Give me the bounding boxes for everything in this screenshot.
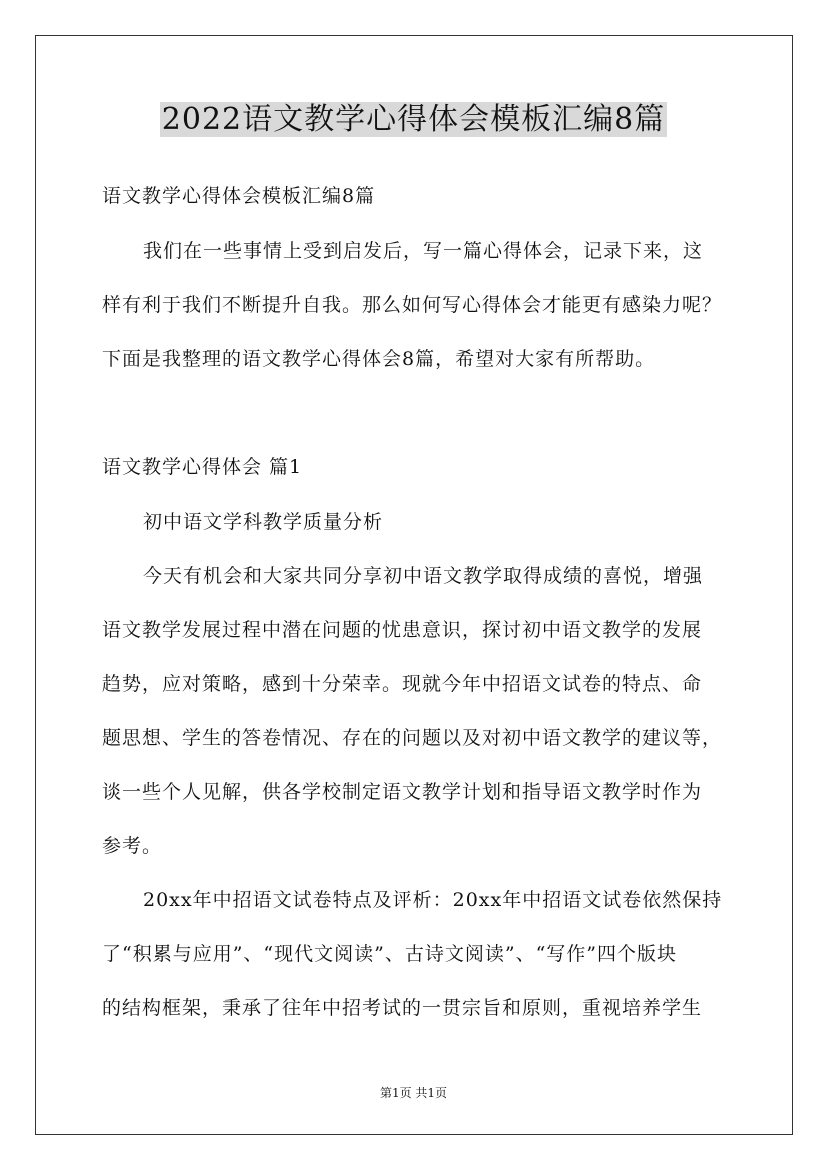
- section-subheading: 初中语文学科教学质量分析: [143, 511, 384, 533]
- para2-line-3: 的结构框架，秉承了往年中招考试的一贯宗旨和原则，重视培养学生: [102, 997, 703, 1019]
- para1-line-2: 语文教学发展过程中潜在问题的忧患意识，探讨初中语文教学的发展: [102, 619, 703, 641]
- para1-line-5: 谈一些个人见解，供各学校制定语文教学计划和指导语文教学时作为: [102, 781, 703, 803]
- intro-line-3: 下面是我整理的语文教学心得体会8篇，希望对大家有所帮助。: [102, 348, 656, 370]
- para2-line-1: 20xx年中招语文试卷特点及评析：20xx年中招语文试卷依然保持: [143, 889, 723, 911]
- para1-line-1: 今天有机会和大家共同分享初中语文教学取得成绩的喜悦，增强: [143, 565, 704, 587]
- intro-line-1: 我们在一些事情上受到启发后，写一篇心得体会，记录下来，这: [143, 240, 704, 262]
- para1-line-6: 参考。: [102, 835, 163, 857]
- para1-line-4: 题思想、学生的答卷情况、存在的问题以及对初中语文教学的建议等，: [102, 727, 723, 749]
- document-title: 2022语文教学心得体会模板汇编8篇: [161, 102, 666, 137]
- para1-line-3: 趋势，应对策略，感到十分荣幸。现就今年中招语文试卷的特点、命: [102, 673, 703, 695]
- document-title-wrap: [0, 98, 827, 142]
- section-heading: 语文教学心得体会 篇1: [102, 456, 303, 478]
- document-subtitle: 语文教学心得体会模板汇编8篇: [102, 185, 376, 207]
- para2-line-2: 了“积累与应用”、“现代文阅读”、古诗文阅读”、“写作”四个版块: [102, 943, 677, 965]
- intro-line-2: 样有利于我们不断提升自我。那么如何写心得体会才能更有感染力呢？: [102, 294, 723, 316]
- page-footer: 第1页 共1页: [379, 1086, 448, 1100]
